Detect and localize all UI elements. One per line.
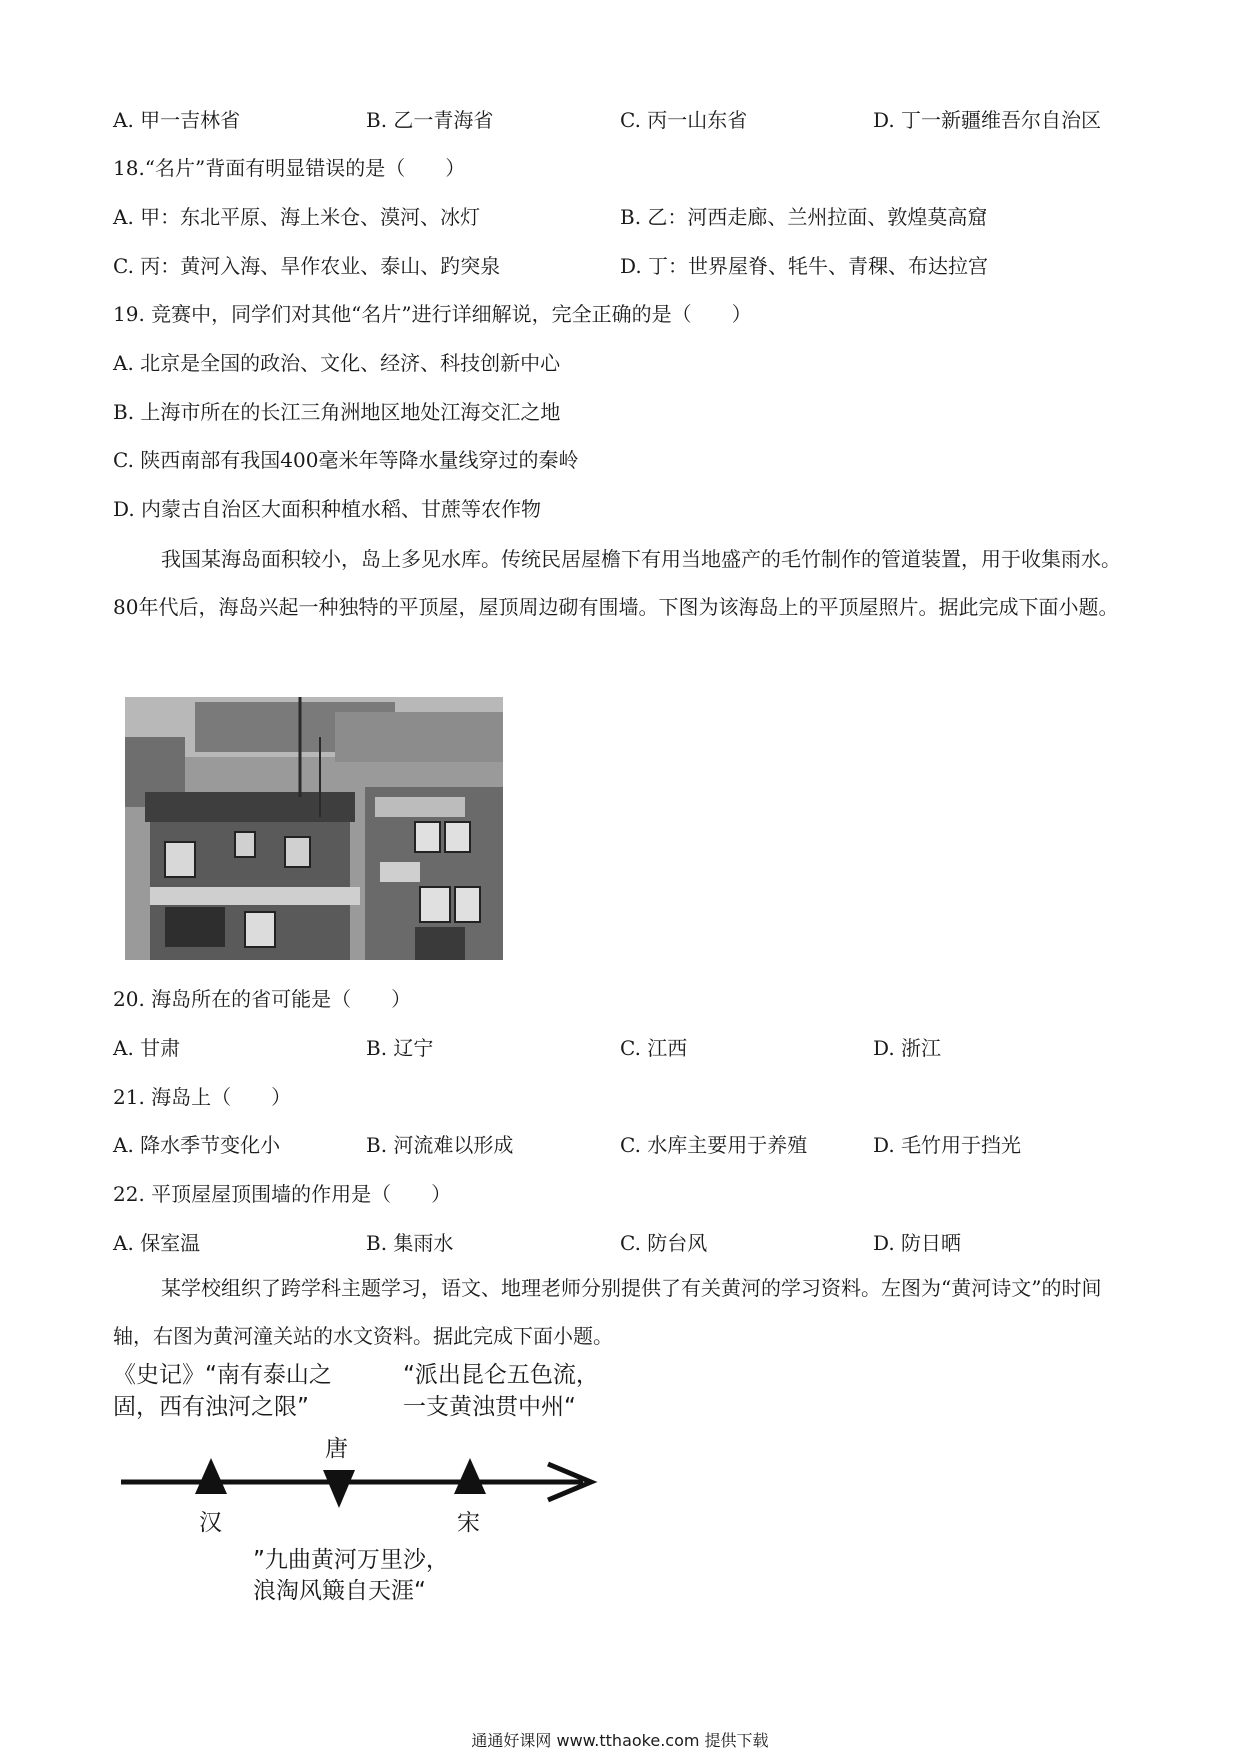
- q19-option-c: C. 陕西南部有我国400毫米年等降水量线穿过的秦岭: [113, 448, 579, 472]
- q21-stem: 21. 海岛上（ ）: [113, 1085, 292, 1109]
- passage-island: 我国某海岛面积较小，岛上多见水库。传统民居屋檐下有用当地盛产的毛竹制作的管道装置，用于收集雨水。80年代后，海岛兴起一种独特的平顶屋，屋顶周边砌有围墙。下图为该海岛上的平顶屋照片。据此完成下面小题。: [113, 547, 1121, 619]
- q22-option-d: D. 防日晒: [873, 1231, 962, 1255]
- q21-option-d: D. 毛竹用于挡光: [873, 1133, 1022, 1157]
- q18-option-d: D. 丁：世界屋脊、牦牛、青稞、布达拉宫: [620, 254, 989, 278]
- q19-option-d: D. 内蒙古自治区大面积种植水稻、甘蔗等农作物: [113, 497, 542, 521]
- q19-option-b: B. 上海市所在的长江三角洲地区地处江海交汇之地: [113, 400, 561, 424]
- q22-option-c: C. 防台风: [620, 1231, 708, 1255]
- q22-option-b: B. 集雨水: [366, 1231, 454, 1255]
- quote-shiji-line1: 《史记》“南有泰山之: [113, 1362, 332, 1388]
- q21-option-a: A. 降水季节变化小: [113, 1133, 281, 1157]
- quote-bottom-line1: ”九曲黄河万里沙，: [253, 1547, 449, 1573]
- quote-tang-line2: 一支黄浊贯中州“: [403, 1394, 576, 1420]
- q22-stem: 22. 平顶屋屋顶围墙的作用是（ ）: [113, 1182, 452, 1206]
- q18-option-b: B. 乙：河西走廊、兰州拉面、敦煌莫高窟: [620, 205, 988, 229]
- footer-source: 通通好课网 www.tthaoke.com 提供下载: [471, 1731, 769, 1750]
- q21-option-c: C. 水库主要用于养殖: [620, 1133, 808, 1157]
- q22-option-a: A. 保室温: [113, 1231, 201, 1255]
- q20-option-a: A. 甘肃: [113, 1036, 181, 1060]
- yellow-river-poetry-timeline: [113, 1360, 633, 1610]
- quote-bottom-line2: 浪淘风簸自天涯“: [253, 1578, 426, 1604]
- han-marker-icon: [195, 1458, 227, 1494]
- q20-option-b: B. 辽宁: [366, 1036, 434, 1060]
- q19-option-a: A. 北京是全国的政治、文化、经济、科技创新中心: [113, 351, 561, 375]
- q21-option-b: B. 河流难以形成: [366, 1133, 514, 1157]
- q20-option-c: C. 江西: [620, 1036, 688, 1060]
- q20-option-d: D. 浙江: [873, 1036, 942, 1060]
- q17-option-d: D. 丁一新疆维吾尔自治区: [873, 108, 1102, 132]
- q18-stem: 18.“名片”背面有明显错误的是（ ）: [113, 156, 466, 180]
- label-han: 汉: [199, 1510, 222, 1536]
- quote-tang-line1: “派出昆仑五色流，: [403, 1362, 599, 1388]
- flat-roof-house-photo: [125, 697, 503, 960]
- q17-option-c: C. 丙一山东省: [620, 108, 748, 132]
- label-tang: 唐: [325, 1436, 348, 1462]
- q19-stem: 19. 竞赛中，同学们对其他“名片”进行详细解说，完全正确的是（ ）: [113, 302, 752, 326]
- tang-marker-icon: [323, 1470, 355, 1508]
- q18-option-a: A. 甲：东北平原、海上米仓、漠河、冰灯: [113, 205, 481, 229]
- q18-option-c: C. 丙：黄河入海、旱作农业、泰山、趵突泉: [113, 254, 501, 278]
- timeline-axis: [113, 1430, 633, 1520]
- song-marker-icon: [454, 1458, 486, 1494]
- q20-stem: 20. 海岛所在的省可能是（ ）: [113, 987, 412, 1011]
- label-song: 宋: [457, 1510, 480, 1536]
- quote-shiji-line2: 固，西有浊河之限”: [113, 1394, 309, 1420]
- q17-option-a: A. 甲一吉林省: [113, 108, 241, 132]
- passage-yellow-river: 某学校组织了跨学科主题学习，语文、地理老师分别提供了有关黄河的学习资料。左图为“黄河诗文”的时间轴，右图为黄河潼关站的水文资料。据此完成下面小题。: [113, 1276, 1102, 1348]
- q17-option-b: B. 乙一青海省: [366, 108, 494, 132]
